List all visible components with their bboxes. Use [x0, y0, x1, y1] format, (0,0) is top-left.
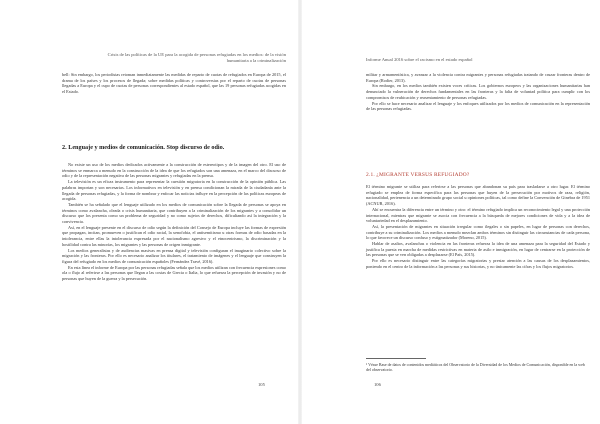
running-head: Informe Anual 2016 sobre el racismo en el estado español — [366, 57, 473, 62]
paragraph: Los medios generalistas y de audiencias masivas en prensa digital y televisión configuran el imaginario colectivo sobre la migración y las fronteras. Por ello es necesario analizar los titulares, el tratamiento de imágenes y el lenguaje que construyen la figura del refugiado en los medios de comunicación españoles (Fernández Travé, 2016). — [62, 247, 286, 264]
paragraph: El término migrante se utiliza para referirse a las personas que abandonan su país para trasladarse a otro lugar. El término refugiado se emplea de forma específica para las personas que huyen de la persecución por motivos de raza, religión, nacionalidad, pertenencia a un determinado grupo social u opiniones políticas, tal como define la Convención de Ginebra de 1951 (ACNUR, 2016). — [366, 184, 590, 207]
paragraph: En esta línea el informe de Europa por las personas refugiadas señala que los medios utilizan con frecuencia expresiones como ola o flujo al referirse a las personas que llegan a las costas de Grecia o Italia, lo que refuerza la percepción de invasión y no de personas que huyen de la guerra y la persecución. — [62, 264, 286, 282]
running-head: Crisis de las políticas de la UE para la acogida de personas refugiadas en los medios: de la visión humanitaria a la criminalización — [107, 52, 286, 63]
paragraph: La televisión es un eficaz instrumento para representar la cuestión migratoria en la construcción de la opinión pública. Las palabras importan y son necesarias. Los informativos en televisión y en prensa condicionan la mirada de la ciudadanía ante la llegada de personas refugiadas, y la forma de nombrar y enfocar las noticias influye en la percepción de las políticas europeas de acogida. — [62, 179, 286, 202]
right-page — [300, 0, 600, 424]
paragraph: Por ello se hace necesario analizar el lenguaje y los enfoques utilizados por los medios de comunicación en la representación de las personas refugiadas. — [366, 100, 590, 112]
paragraph: Así, en el lenguaje presente en el discurso de odio según la definición del Consejo de Europa incluye las formas de expresión que propagan, incitan, promueven o justifican el odio racial, la xenofobia, el antisemitismo u otras formas de odio basadas en la intolerancia, entre ellas la intolerancia expresada por el nacionalismo agresivo y el etnocentrismo, la discriminación y la hostilidad contra las minorías, los migrantes y las personas de origen inmigrante. — [62, 224, 286, 247]
intro-paragraph — [62, 72, 286, 95]
paragraph: Así, la presentación de migrantes en situación irregular como ilegales o sin papeles, en lugar de personas con derechos, contribuye a su criminalización. Los medios a menudo mezclan ambos términos sin distinguir las circunstancias de cada persona, lo que favorece un discurso confuso y estigmatizador (Moreno, 2015). — [366, 223, 590, 241]
paragraph: Sin embargo, en los medios también existen voces críticas. Los gobiernos europeos y las organizaciones humanitarias han denunciado la vulneración de derechos fundamentales en las fronteras y la falta de voluntad política para cumplir con los compromisos de reubicación y reasentamiento de personas refugiadas. — [366, 83, 590, 100]
paragraph: También se ha señalado que el lenguaje utilizado en los medios de comunicación sobre la llegada de personas se apoya en términos como avalancha, oleada o crisis humanitaria, que contribuyen a la criminalización de los migrantes y a consolidar un discurso que los presenta como un problema de seguridad y no como sujetos de derechos, dificultando así la integración y la convivencia. — [62, 201, 286, 225]
body-text-top — [366, 72, 590, 112]
footnote: ¹ Véase Base de datos de contenidos mediáticos del Observatorio de la Diversidad de los Medios de Comunicación, disponible en la web del observatorio. — [366, 362, 585, 373]
footnote-rule — [366, 358, 426, 359]
body-text — [62, 162, 286, 282]
paragraph: Por ello es necesario distinguir entre las categorías migratorias y prestar atención a las causas de los desplazamientos, poniendo en el centro de la información a las personas y sus historias, y no únicamente las cifras y los flujos migratorios. — [366, 258, 590, 269]
page-number: 105 — [258, 382, 265, 387]
intro-text: bell: Sin embargo, los periodistas retoman inmediatamente las medidas de reparto de cuotas de refugiados en Europa de 2015, el drama de los países y los procesos de llegada; sobre medidas políticas y controversias por el reparto de cuotas de personas llegadas a Europa y el cupo de cuotas de personas correspondientes al estado español, que las 19 personas refugiadas acogidas en el Estado. — [62, 72, 286, 95]
subsection-heading: 2.1. ¿MIGRANTE VERSUS REFUGIADO? — [366, 172, 470, 178]
section-heading: 2. Lenguaje y medios de comunicación. Stop discurso de odio. — [62, 144, 225, 151]
paragraph: Ahí se encuentra la diferencia entre un término y otro: el término refugiado implica un reconocimiento legal y una protección internacional, mientras que migrante se asocia con frecuencia a la búsqueda de mejores condiciones de vida y a la idea de voluntariedad en el desplazamiento. — [366, 206, 590, 224]
page-number: 106 — [374, 382, 381, 387]
body-text-main — [366, 184, 590, 270]
paragraph: Hablar de asaltos, avalanchas o violencia en las fronteras refuerza la idea de una amenaza para la seguridad del Estado y justifica la puesta en marcha de medidas restrictivas en materia de asilo e inmigración, en lugar de centrarse en la protección de las personas que se ven obligadas a desplazarse (El País, 2015). — [366, 241, 590, 258]
paragraph: militar y armamentística, y avanzar a la violencia contra migrantes y personas refugiadas tratando de cruzar fronteras dentro de Europa (Rodier, 2013). — [366, 72, 590, 83]
paragraph: No existe un uso de los medios dedicados activamente a la construcción de estereotipos y de la imagen del otro. El uso de términos se enmarca a menudo en la construcción de la idea de que los refugiados son una amenaza, en el marco del discurso de odio y de la representación negativa de las personas migrantes y refugiadas en la prensa. — [62, 162, 286, 179]
